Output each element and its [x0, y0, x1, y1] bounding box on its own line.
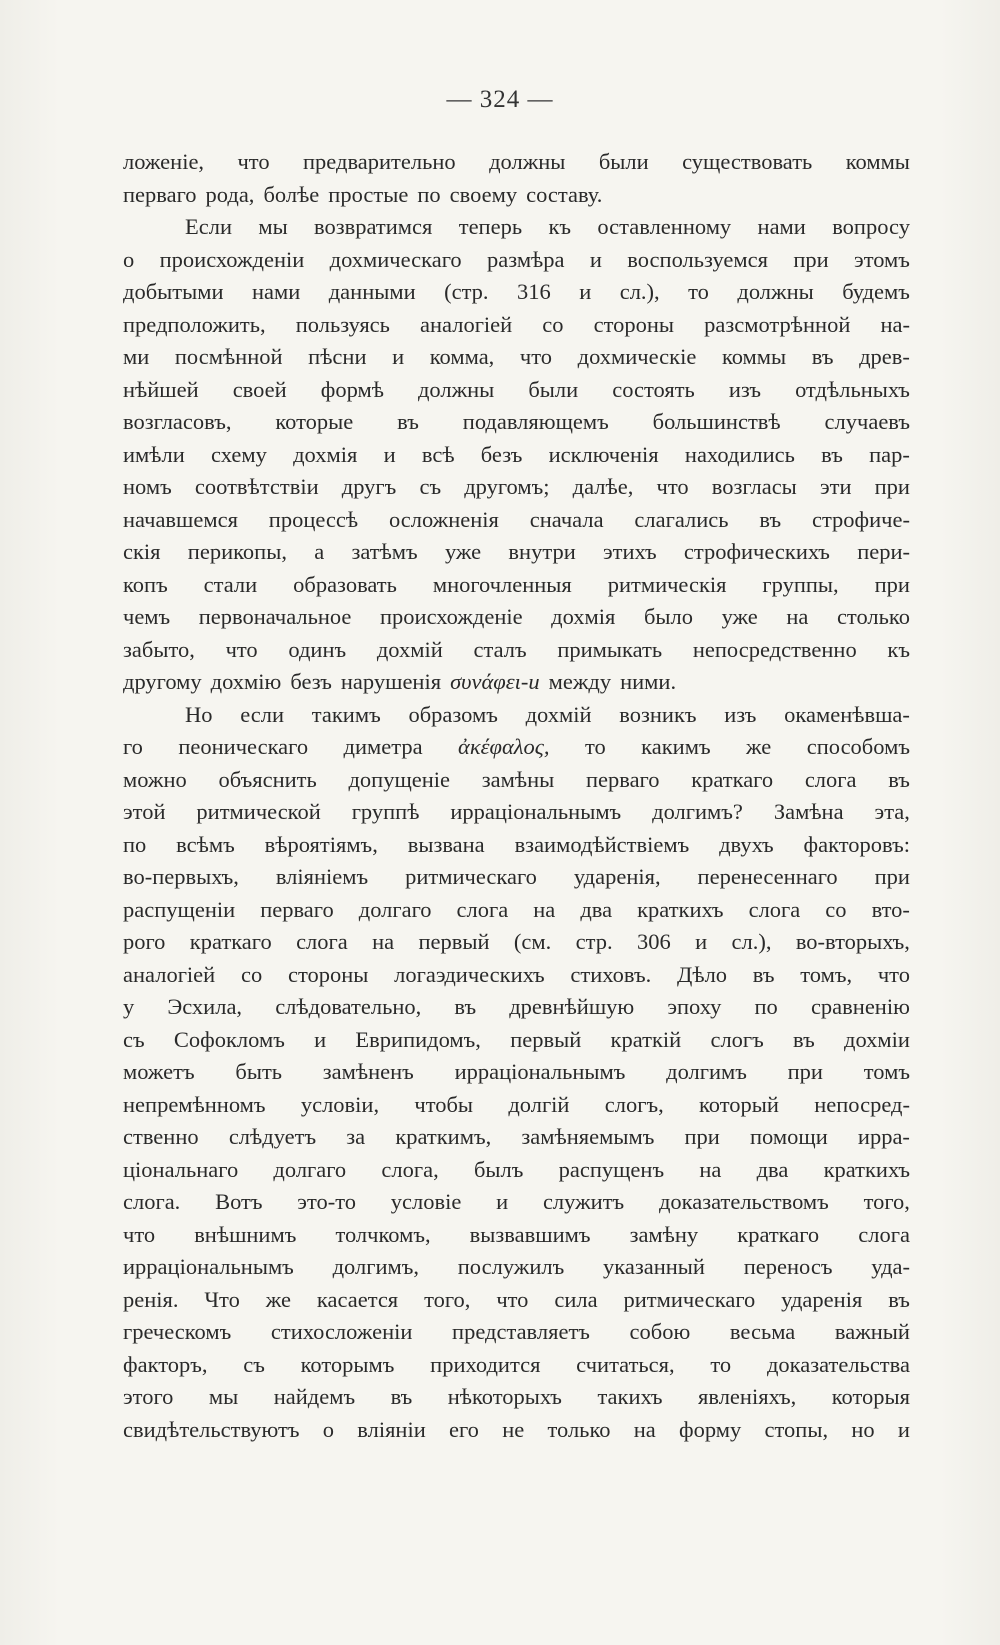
text-line: копъ стали образовать многочленныя ритмическія группы, при — [123, 571, 910, 597]
text-line: нѣйшей своей формѣ должны были состоять изъ отдѣльныхъ — [123, 376, 910, 402]
text-line: во-первыхъ, вліяніемъ ритмическаго ударенія, перенесеннаго при — [123, 864, 910, 889]
text-line: этой ритмической группѣ ирраціональнымъ долгимъ? Замѣна эта, — [123, 799, 910, 824]
text-line: имѣли схему дохмія и всѣ безъ исключенія находились въ пар- — [123, 441, 910, 467]
text-line: Если мы возвратимся теперь къ оставленному нами вопросу — [185, 214, 910, 239]
page-number: — 324 — — [446, 86, 554, 113]
text-line: ложеніе, что предварительно должны были существовать коммы — [123, 149, 910, 174]
body-text — [123, 146, 910, 1446]
text-line: предположить, пользуясь аналогіей со стороны разсмотрѣнной на- — [123, 311, 910, 337]
text-line: ціональнаго долгаго слога, былъ распущенъ на два краткихъ — [123, 1156, 910, 1182]
text-line: по всѣмъ вѣроятіямъ, вызвана взаимодѣйствіемъ двухъ факторовъ: — [123, 831, 910, 857]
text-line: можно объяснить допущеніе замѣны перваго краткаго слога въ — [123, 766, 910, 792]
text-line: забыто, что одинъ дохмій сталъ примыкать непосредственно къ — [123, 636, 910, 662]
text-line: начавшемся процессѣ осложненія сначала слагались въ строфиче- — [123, 506, 910, 532]
text-line: непремѣнномъ условіи, чтобы долгій слогъ, который непосред- — [123, 1091, 910, 1117]
text-line: аналогіей со стороны логаэдическихъ стиховъ. Дѣло въ томъ, что — [123, 961, 910, 987]
text-line: чемъ первоначальное происхожденіе дохмія было уже на столько — [123, 604, 910, 629]
text-line: факторъ, съ которымъ приходится считаться, то доказательства — [123, 1351, 910, 1377]
text-line: добытыми нами данными (стр. 316 и сл.), то должны будемъ — [123, 279, 910, 304]
text-line: греческомъ стихосложеніи представляетъ собою весьма важный — [123, 1319, 910, 1344]
text-line: ственно слѣдуетъ за краткимъ, замѣняемымъ при помощи ирра- — [123, 1124, 910, 1149]
text-line: перваго рода, болѣе простые по своему составу. — [123, 181, 603, 207]
text-line: номъ соотвѣтствіи другъ съ другомъ; далѣе, что возгласы эти при — [123, 474, 910, 499]
text-line: свидѣтельствуютъ о вліяніи его не только на форму стопы, но и — [123, 1416, 910, 1442]
text-line: этого мы найдемъ въ нѣкоторыхъ такихъ явленіяхъ, которыя — [123, 1384, 910, 1409]
text-line: другому дохмію безъ нарушенія συνάφει-и между ними. — [123, 669, 677, 694]
text-line: го пеоническаго диметра ἀκέφαλος, то какимъ же способомъ — [123, 734, 910, 759]
text-line: распущеніи перваго долгаго слога на два краткихъ слога со вто- — [123, 896, 910, 922]
text-line: рого краткаго слога на первый (см. стр. 306 и сл.), во-вторыхъ, — [123, 929, 910, 954]
text-line: съ Софокломъ и Еврипидомъ, первый краткій слогъ въ дохміи — [123, 1026, 910, 1052]
text-line: можетъ быть замѣненъ ирраціональнымъ долгимъ при томъ — [123, 1059, 910, 1084]
text-line: ирраціональнымъ долгимъ, послужилъ указанный переносъ уда- — [123, 1254, 910, 1279]
text-line: у Эсхила, слѣдовательно, въ древнѣйшую эпоху по сравненію — [123, 994, 910, 1019]
text-line: ми посмѣнной пѣсни и комма, что дохмическіе коммы въ древ- — [123, 344, 910, 369]
text-line: о происхожденіи дохмическаго размѣра и воспользуемся при этомъ — [123, 246, 910, 272]
text-line: скія перикопы, а затѣмъ уже внутри этихъ строфическихъ пери- — [123, 539, 910, 564]
text-line: возгласовъ, которые въ подавляющемъ большинствѣ случаевъ — [123, 409, 910, 434]
text-line: ренія. Что же касается того, что сила ритмическаго ударенія въ — [123, 1286, 910, 1312]
text-line: что внѣшнимъ толчкомъ, вызвавшимъ замѣну краткаго слога — [123, 1221, 910, 1247]
text-line: Но если такимъ образомъ дохмій возникъ изъ окаменѣвша- — [185, 701, 910, 727]
text-line: слога. Вотъ это-то условіе и служитъ доказательствомъ того, — [123, 1189, 910, 1214]
